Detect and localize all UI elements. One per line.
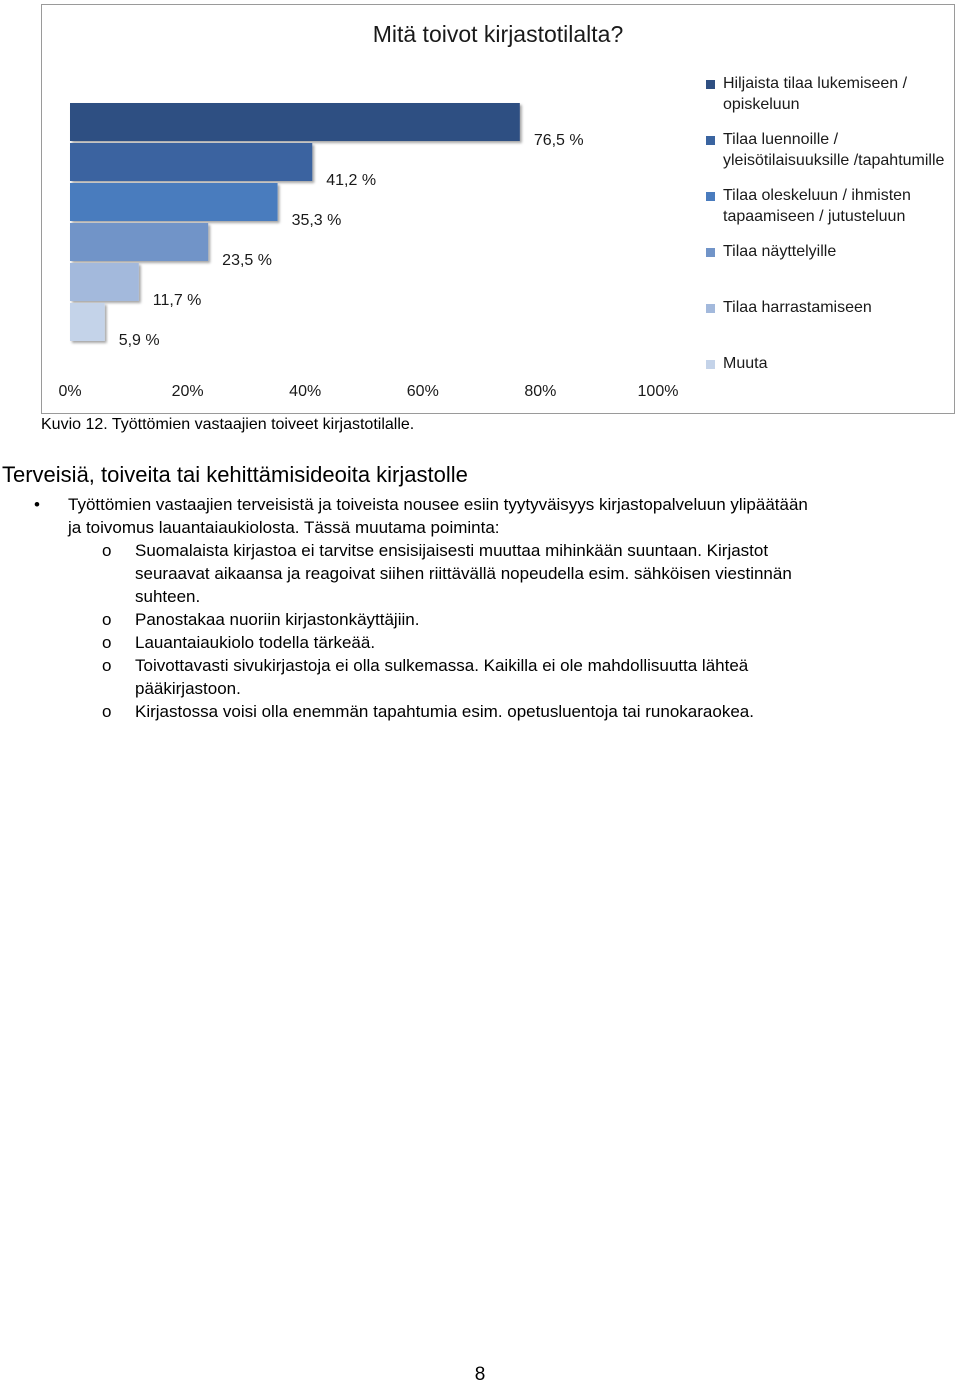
bar-4 <box>70 223 208 261</box>
x-tick-label: 100% <box>637 383 679 400</box>
sub-item-line: suhteen. <box>135 587 201 606</box>
bar-3 <box>70 183 278 221</box>
data-label-6: 5,9 % <box>118 332 160 349</box>
data-label-4: 23,5 % <box>222 252 272 269</box>
bar-1 <box>70 103 520 141</box>
legend-label: Tilaa näyttelyille <box>723 243 837 260</box>
data-label-3: 35,3 % <box>291 212 342 229</box>
x-tick-label: 0% <box>58 383 82 400</box>
x-tick-label: 40% <box>289 383 322 400</box>
sub-item-line: Toivottavasti sivukirjastoja ei olla sulkemassa. Kaikilla ei ole mahdollisuutta lähteä <box>135 656 749 675</box>
page-number: 8 <box>474 1364 486 1385</box>
chart-title: Mitä toivot kirjastotilalta? <box>372 21 624 47</box>
x-tick-label: 20% <box>171 383 204 400</box>
bar-6 <box>70 303 105 341</box>
sub-item-line: Lauantaiaukiolo todella tärkeää. <box>135 633 376 652</box>
section-heading: Terveisiä, toiveita tai kehittämisideoita kirjastolle <box>2 462 468 487</box>
chart-frame <box>41 4 955 414</box>
data-label-1: 76,5 % <box>533 132 584 149</box>
legend-swatch <box>706 304 715 313</box>
bar-2 <box>70 143 312 181</box>
legend-swatch <box>706 192 715 201</box>
sub-item-line: seuraavat aikaansa ja reagoivat siihen riittävällä nopeudella esim. sähköisen viestinnän <box>135 564 792 583</box>
sub-bullet-symbol: o <box>102 656 112 675</box>
legend-label: Muuta <box>723 355 768 372</box>
sub-item-line: Suomalaista kirjastoa ei tarvitse ensisijaisesti muuttaa mihinkään suuntaan. Kirjastot <box>135 541 769 560</box>
sub-item-line: Panostakaa nuoriin kirjastonkäyttäjiin. <box>135 610 420 629</box>
x-tick-label: 60% <box>406 383 439 400</box>
bar-5 <box>70 263 139 301</box>
bullet-symbol: • <box>34 495 40 514</box>
bullet-line: Työttömien vastaajien terveisistä ja toiveista nousee esiin tyytyväisyys kirjastopalveluun ylipäätään <box>68 495 808 514</box>
bullet-line: ja toivomus lauantaiaukiolosta. Tässä muutama poiminta: <box>68 518 500 537</box>
sub-item-line: Kirjastossa voisi olla enemmän tapahtumia esim. opetusluentoja tai runokaraokea. <box>135 702 754 721</box>
legend-swatch <box>706 360 715 369</box>
figure-caption: Kuvio 12. Työttömien vastaajien toiveet kirjastotilalle. <box>41 416 415 433</box>
legend-swatch <box>706 248 715 257</box>
sub-bullet-symbol: o <box>102 702 112 721</box>
legend-swatch <box>706 136 715 145</box>
data-label-5: 11,7 % <box>152 292 202 309</box>
sub-item-line: pääkirjastoon. <box>135 679 241 698</box>
sub-bullet-symbol: o <box>102 633 112 652</box>
legend-label: Tilaa oleskeluun / ihmisten tapaamiseen / jutusteluun <box>723 187 911 225</box>
legend-label: Tilaa luennoille / yleisötilaisuuksille /tapahtumille <box>723 131 945 169</box>
x-tick-label: 80% <box>524 383 557 400</box>
sub-bullet-symbol: o <box>102 610 112 629</box>
legend-label: Hiljaista tilaa lukemiseen / opiskeluun <box>723 75 908 113</box>
legend-swatch <box>706 80 715 89</box>
sub-bullet-symbol: o <box>102 541 112 560</box>
data-label-2: 41,2 % <box>326 172 377 189</box>
legend-label: Tilaa harrastamiseen <box>723 299 872 316</box>
